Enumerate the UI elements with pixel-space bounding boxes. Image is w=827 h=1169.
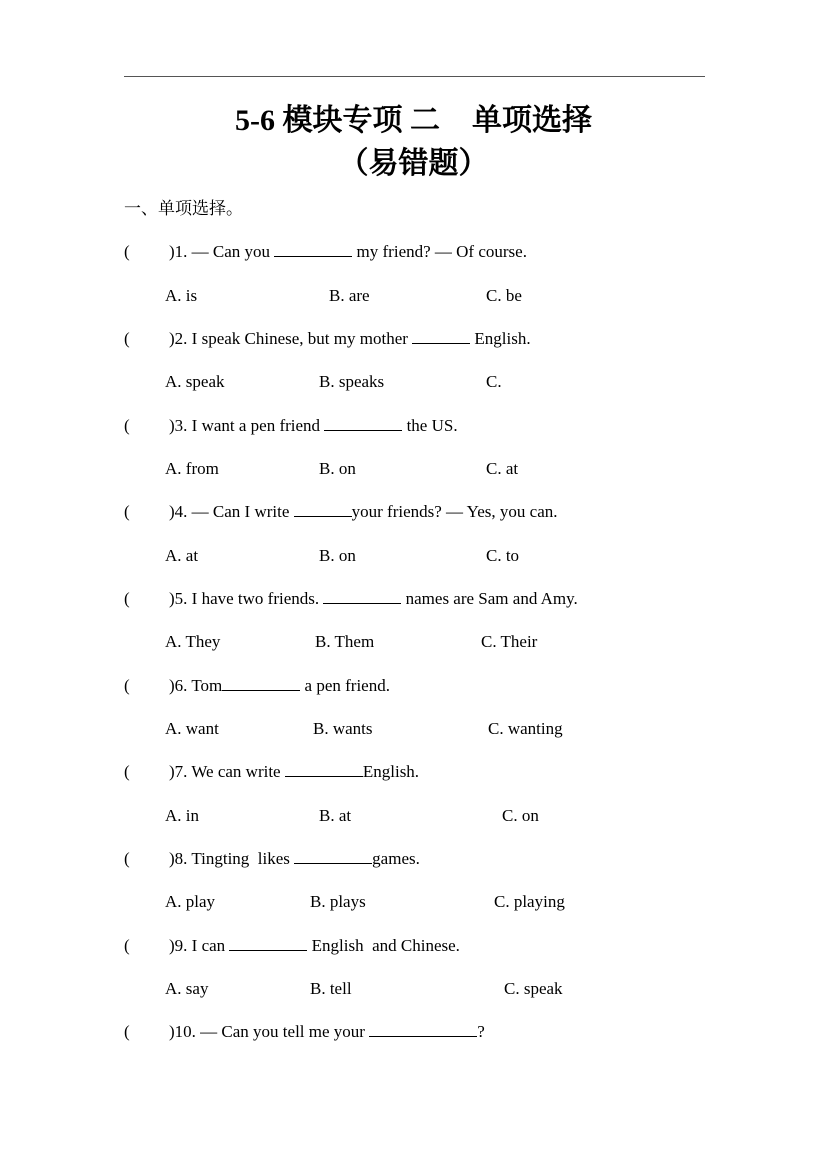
option-b: B. speaks — [319, 372, 385, 391]
answer-paren: ( — [124, 676, 130, 695]
question-text: )1. — Can you — [169, 242, 271, 261]
option-b: B. on — [319, 459, 356, 478]
answer-blank[interactable] — [294, 849, 372, 864]
question-text-end: English. — [474, 329, 531, 348]
title-number: 5-6 — [235, 104, 275, 137]
option-b: B. at — [319, 806, 352, 825]
question-stem — [169, 936, 460, 956]
question-text-end: the US. — [406, 416, 458, 435]
question-stem — [169, 849, 420, 869]
question-text: )2. I speak Chinese, but my mother — [169, 329, 408, 348]
answer-paren: ( — [124, 936, 130, 955]
question-text-end: English. — [362, 762, 420, 781]
answer-paren: ( — [124, 242, 130, 261]
question-text-end: English and Chinese. — [311, 936, 460, 955]
option-a: A. from — [165, 459, 219, 478]
header-rule — [124, 76, 705, 77]
option-a: A. They — [165, 632, 221, 651]
question-stem — [169, 502, 558, 522]
option-c: C. speak — [504, 979, 563, 998]
option-b: B. wants — [313, 719, 373, 738]
option-c: C. to — [486, 546, 520, 565]
answer-blank[interactable] — [229, 936, 307, 951]
question-text-end: a pen friend. — [304, 676, 390, 695]
option-a: A. say — [165, 979, 209, 998]
title-type: 单项选择 — [472, 104, 592, 137]
answer-paren: ( — [124, 849, 130, 868]
option-c: C. Their — [481, 632, 538, 651]
option-b: B. tell — [310, 979, 352, 998]
question-text-end: ? — [477, 1022, 485, 1041]
option-a: A. play — [165, 892, 216, 911]
answer-blank[interactable] — [369, 1022, 477, 1037]
question-text: )9. I can — [169, 936, 226, 955]
option-c: C. wanting — [488, 719, 563, 738]
option-b: B. Them — [315, 632, 375, 651]
option-a: A. speak — [165, 372, 225, 391]
question-stem — [169, 416, 458, 436]
question-text: )4. — Can I write — [169, 502, 290, 521]
question-text: )8. Tingting likes — [169, 849, 290, 868]
question-text-end: my friend? — Of course. — [356, 242, 527, 261]
question-text: )5. I have two friends. — [169, 589, 320, 608]
question-text: )10. — Can you tell me your — [169, 1022, 365, 1041]
answer-blank[interactable] — [412, 329, 470, 344]
option-c: C. — [486, 372, 502, 391]
page-title — [0, 104, 827, 138]
option-a: A. in — [165, 806, 199, 825]
answer-paren: ( — [124, 502, 130, 521]
question-text: )3. I want a pen friend — [169, 416, 321, 435]
answer-paren: ( — [124, 416, 130, 435]
answer-paren: ( — [124, 589, 130, 608]
question-text-end: games. — [372, 849, 420, 868]
option-b: B. on — [319, 546, 356, 565]
answer-paren: ( — [124, 329, 130, 348]
option-c: C. playing — [494, 892, 565, 911]
question-stem — [169, 589, 578, 609]
answer-blank[interactable] — [274, 242, 352, 257]
option-b: B. are — [329, 286, 370, 305]
answer-paren: ( — [124, 1022, 130, 1041]
answer-paren: ( — [124, 762, 130, 781]
option-a: A. at — [165, 546, 199, 565]
option-b: B. plays — [310, 892, 366, 911]
question-stem — [169, 676, 390, 696]
option-c: C. on — [502, 806, 539, 825]
question-stem — [169, 242, 527, 262]
question-stem — [169, 1022, 485, 1042]
answer-blank[interactable] — [323, 589, 401, 604]
answer-blank[interactable] — [294, 502, 352, 517]
option-c: C. be — [486, 286, 522, 305]
question-stem — [169, 762, 419, 782]
title-topic: 模块专项 二 — [282, 104, 440, 137]
answer-blank[interactable] — [222, 676, 300, 691]
page-subtitle: （易错题） — [338, 147, 489, 180]
question-text-end: your friends? — Yes, you can. — [351, 502, 558, 521]
question-stem — [169, 329, 531, 349]
section-heading: 一、单项选择。 — [124, 199, 243, 218]
question-text-end: names are Sam and Amy. — [405, 589, 578, 608]
question-text: )7. We can write — [169, 762, 281, 781]
option-a: A. is — [165, 286, 198, 305]
question-text: )6. Tom — [169, 676, 223, 695]
option-c: C. at — [486, 459, 519, 478]
answer-blank[interactable] — [285, 762, 363, 777]
answer-blank[interactable] — [324, 416, 402, 431]
option-a: A. want — [165, 719, 219, 738]
